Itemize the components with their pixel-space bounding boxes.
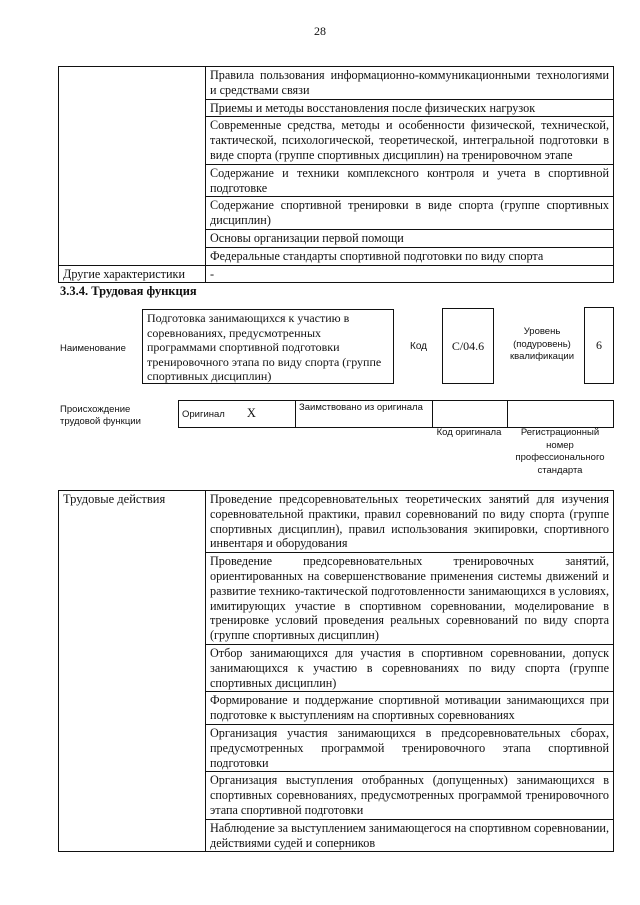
table-cell: Организация выступления отобранных (допущенных) занимающихся в спортивных соревнованиях, предусмотренных программой тренировочного этапа спортивной подготовки <box>206 772 614 819</box>
reg-number-cell <box>508 401 614 428</box>
table-cell: Проведение предсоревновательных тренировочных занятий, ориентированных на совершенствование применения системы движений и развитие технико-тактической подготовленности занимающихся в условиях, имитирующих участие в спортивном соревновании, моделирование в тренировке условий проведения реальных соревнований по виду спорта (группе спортивных дисциплин) <box>206 553 614 645</box>
table-row <box>59 265 614 283</box>
table-cell: Проведение предсоревновательных теоретических занятий для изучения соревновательной практики, правил соревнований по виду спорта (группе спортивных дисциплин), правил использования экипировки, спортивного инвентаря и оборудования <box>206 491 614 553</box>
reg-number-label: Регистрационный номер профессионального стандарта <box>515 427 605 476</box>
code-label: Код <box>410 341 428 352</box>
table-cell: Отбор занимающихся для участия в спортивном соревновании, допуск занимающихся к участию в соревнованиях по виду спорта (группе спортивных дисциплин) <box>206 644 614 691</box>
table-cell: Современные средства, методы и особенности физической, технической, тактической, психологической, теоретической, интегральной подготовки в виде спорта (группе спортивных дисциплин) на тренировочном этапе <box>206 117 614 164</box>
level-value: 6 <box>596 338 602 352</box>
code-original-label: Код оригинала <box>436 427 502 438</box>
table-cell: Федеральные стандарты спортивной подготовки по виду спорта <box>206 247 614 265</box>
level-box <box>584 307 614 384</box>
table-cell: Основы организации первой помощи <box>206 229 614 247</box>
knowledge-table <box>58 66 614 283</box>
table-cell-empty <box>59 67 206 266</box>
code-value: C/04.6 <box>451 338 485 353</box>
code-box <box>442 308 494 384</box>
level-label: Уровень (подуровень) квалификации <box>509 326 575 362</box>
table-row <box>179 401 614 428</box>
original-cell <box>179 401 296 428</box>
table-row <box>59 67 614 100</box>
table-cell: Правила пользования информационно-коммуникационными технологиями и средствами связи <box>206 67 614 100</box>
table-cell: Содержание и техники комплексного контроля и учета в спортивной подготовке <box>206 164 614 197</box>
name-label: Наименование <box>60 343 126 354</box>
table-cell: Организация участия занимающихся в предсоревновательных сборах, предусмотренных программой тренировочного этапа спортивной подготовки <box>206 724 614 771</box>
other-characteristics-label: Другие характеристики <box>59 265 206 283</box>
code-original-cell <box>433 401 508 428</box>
table-cell: Приемы и методы восстановления после физических нагрузок <box>206 99 614 117</box>
actions-label: Трудовые действия <box>59 491 206 852</box>
original-label: Оригинал <box>182 409 225 420</box>
page-number: 28 <box>314 24 326 38</box>
table-row <box>59 491 614 553</box>
table-cell: Наблюдение за выступлением занимающегося на спортивном соревновании, действиями судей и соперников <box>206 819 614 852</box>
origin-label: Происхождение трудовой функции <box>60 404 141 427</box>
function-name-box: Подготовка занимающихся к участию в соревнованиях, предусмотренных программами спортивной подготовки тренировочного этапа по виду спорта (группе спортивных дисциплин) <box>142 309 394 384</box>
original-mark: X <box>246 406 256 420</box>
actions-table <box>58 490 614 852</box>
table-cell: Формирование и поддержание спортивной мотивации занимающихся при подготовке к выступлениям на спортивных соревнованиях <box>206 692 614 725</box>
origin-table <box>178 400 614 428</box>
borrowed-cell: Заимствовано из оригинала <box>296 401 433 428</box>
other-characteristics-value: - <box>206 265 614 283</box>
table-cell: Содержание спортивной тренировки в виде спорта (группе спортивных дисциплин) <box>206 197 614 230</box>
section-title: 3.3.4. Трудовая функция <box>60 284 197 298</box>
